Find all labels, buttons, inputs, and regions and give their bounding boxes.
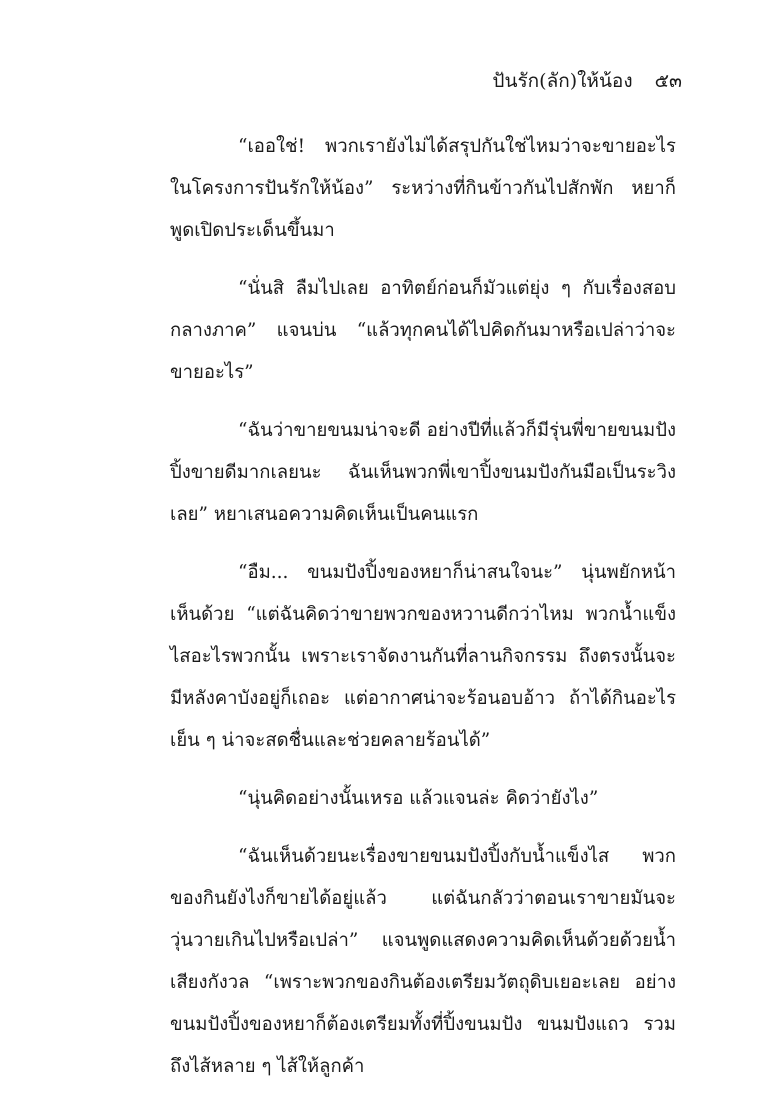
paragraph-5: “นุ่นคิดอย่างนั้นเหรอ แล้วแจนล่ะ คิดว่ายังไง” xyxy=(238,788,599,809)
paragraph-2: “นั่นสิ ลืมไปเลย อาทิตย์ก่อนก็มัวแต่ยุ่ง ๆ กับเรื่องสอบกลางภาค” แจนบ่น “แล้วทุกคนได้ไปคิดกันมาหรือเปล่าว่าจะขายอะไร” xyxy=(170,278,676,383)
paragraph-4: “อืม... ขนมปังปิ้งของหยาก็น่าสนใจนะ” นุ่นพยักหน้าเห็นด้วย “แต่ฉันคิดว่าขายพวกของหวานดีกว่าไหม พวกน้ำแข็งไสอะไรพวกนั้น เพราะเราจัดงานกันที่ลานกิจกรรม ถึงตรงนั้นจะมีหลังคาบังอยู่ก็เถอะ แต่อากาศน่าจะร้อนอบอ้าว ถ้าได้กินอะไรเย็น ๆ น่าจะสดชื่นและช่วยคลายร้อนได้” xyxy=(170,562,676,751)
running-header xyxy=(492,66,682,96)
paragraph-6: “ฉันเห็นด้วยนะเรื่องขายขนมปังปิ้งกับน้ำแข็งไส พวกของกินยังไงก็ขายได้อยู่แล้ว แต่ฉันกลัวว่าตอนเราขายมันจะวุ่นวายเกินไปหรือเปล่า” แจนพูดแสดงความคิดเห็นด้วยด้วยน้ำเสียงกังวล “เพราะพวกของกินต้องเตรียมวัตถุดิบเยอะเลย อย่างขนมปังปิ้งของหยาก็ต้องเตรียมทั้งที่ปิ้งขนมปัง ขนมปังแถว รวมถึงไส้หลาย ๆ ไส้ให้ลูกค้า xyxy=(170,846,676,1077)
page-number: ๕๓ xyxy=(654,70,682,92)
body-text xyxy=(170,126,676,1104)
book-title: ปันรัก(ลัก)ให้น้อง xyxy=(492,70,633,92)
paragraph-3: “ฉันว่าขายขนมน่าจะดี อย่างปีที่แล้วก็มีรุ่นพี่ขายขนมปังปิ้งขายดีมากเลยนะ ฉันเห็นพวกพี่เขาปิ้งขนมปังกันมือเป็นระวิงเลย” หยาเสนอความคิดเห็นเป็นคนแรก xyxy=(170,420,676,525)
paragraph-1: “เออใช่! พวกเรายังไม่ได้สรุปกันใช่ไหมว่าจะขายอะไร ในโครงการปันรักให้น้อง” ระหว่างที่กินข้าวกันไปสักพัก หยาก็พูดเปิดประเด็นขึ้นมา xyxy=(170,136,676,241)
